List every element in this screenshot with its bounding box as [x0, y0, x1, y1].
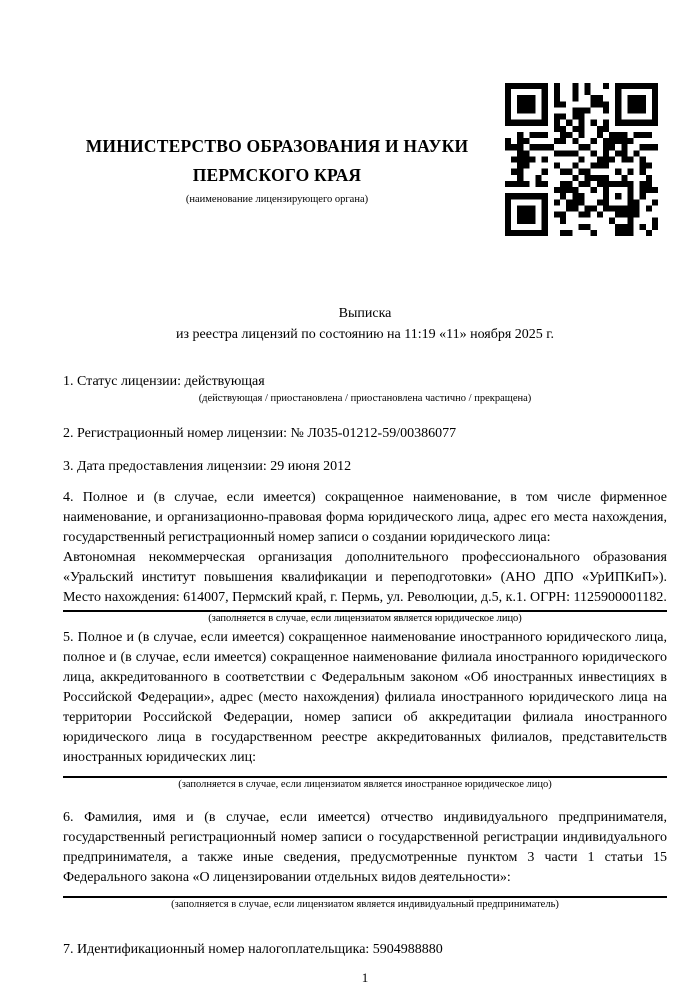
field-registration-number-text: 2. Регистрационный номер лицензии: № Л035-01212-59/00386077 [63, 426, 457, 441]
field-grant-date [63, 457, 667, 477]
field-license-status [63, 372, 667, 406]
document-title-line2: из реестра лицензий по состоянию на 11:19 «11» ноября 2025 г. [176, 327, 554, 342]
field-license-status-text: 1. Статус лицензии: действующая [63, 374, 265, 389]
field-foreign-entity-caption: (заполняется в случае, если лицензиатом является иностранное юридическое лицо) [178, 779, 552, 790]
field-individual-entrepreneur-blank-value [63, 888, 667, 894]
issuer-name-line2: ПЕРМСКОГО КРАЯ [192, 165, 362, 185]
field-legal-entity-caption: (заполняется в случае, если лицензиатом является юридическое лицо) [208, 613, 522, 624]
page-number: 1 [361, 970, 369, 985]
field-legal-entity-value: Автономная некоммерческая организация дополнительного профессионального образования «Уральский институт повышения квалификации и переподготовки» (АНО ДПО «УрИПКиП»). Место нахождения: 614007, Пермский край, г. Пермь, ул. Революции, д.5, к.1. ОГРН: 1125900001182. [63, 550, 667, 605]
field-individual-entrepreneur-text: 6. Фамилия, имя и (в случае, если имеется) отчество индивидуального предпринимателя, государственный регистрационный номер записи о государственной регистрации индивидуального предпринимателя, а также иные сведения, предусмотренные пунктом 3 части 1 статьи 15 Федерального закона «О лицензировании отдельных видов деятельности»: [63, 810, 667, 885]
field-individual-entrepreneur [63, 808, 667, 912]
field-foreign-entity-text: 5. Полное и (в случае, если имеется) сокращенное наименование иностранного юридического лица, полное и (в случае, если имеется) сокращенное наименование филиала иностранного юридического лица, аккредитованного в соответствии с Федеральным законом «Об иностранных инвестициях в Российской Федерации», адрес (место нахождения) филиала иностранного юридического лица на территории Российской Федерации, номер записи об аккредитации филиала иностранного юридического лица в государственном реестре аккредитованных филиалов, представительств иностранных юридических лиц: [63, 630, 667, 765]
field-grant-date-text: 3. Дата предоставления лицензии: 29 июня 2012 [63, 459, 352, 474]
issuer-name-line1: МИНИСТЕРСТВО ОБРАЗОВАНИЯ И НАУКИ [85, 136, 469, 156]
document-title [63, 303, 667, 345]
field-individual-entrepreneur-caption: (заполняется в случае, если лицензиатом является индивидуальный предприниматель) [171, 899, 559, 910]
page-content [0, 132, 700, 986]
issuer-caption: (наименование лицензирующего органа) [185, 194, 369, 205]
field-registration-number [63, 424, 667, 444]
field-taxpayer-number [63, 940, 667, 960]
field-foreign-entity-blank-value [63, 768, 667, 774]
document-title-line1: Выписка [338, 306, 392, 321]
field-license-status-caption: (действующая / приостановлена / приостановлена частично / прекращена) [198, 393, 532, 404]
field-taxpayer-number-text: 7. Идентификационный номер налогоплательщика: 5904988880 [63, 942, 443, 957]
issuer-name [63, 132, 491, 190]
qr-code-image [505, 83, 658, 236]
field-legal-entity [63, 488, 667, 626]
field-foreign-entity [63, 628, 667, 792]
field-legal-entity-text: 4. Полное и (в случае, если имеется) сокращенное наименование, в том числе фирменное наименование, и организационно-правовая форма юридического лица, адрес его места нахождения, государственный регистрационный номер записи о создании юридического лица: [63, 490, 667, 545]
